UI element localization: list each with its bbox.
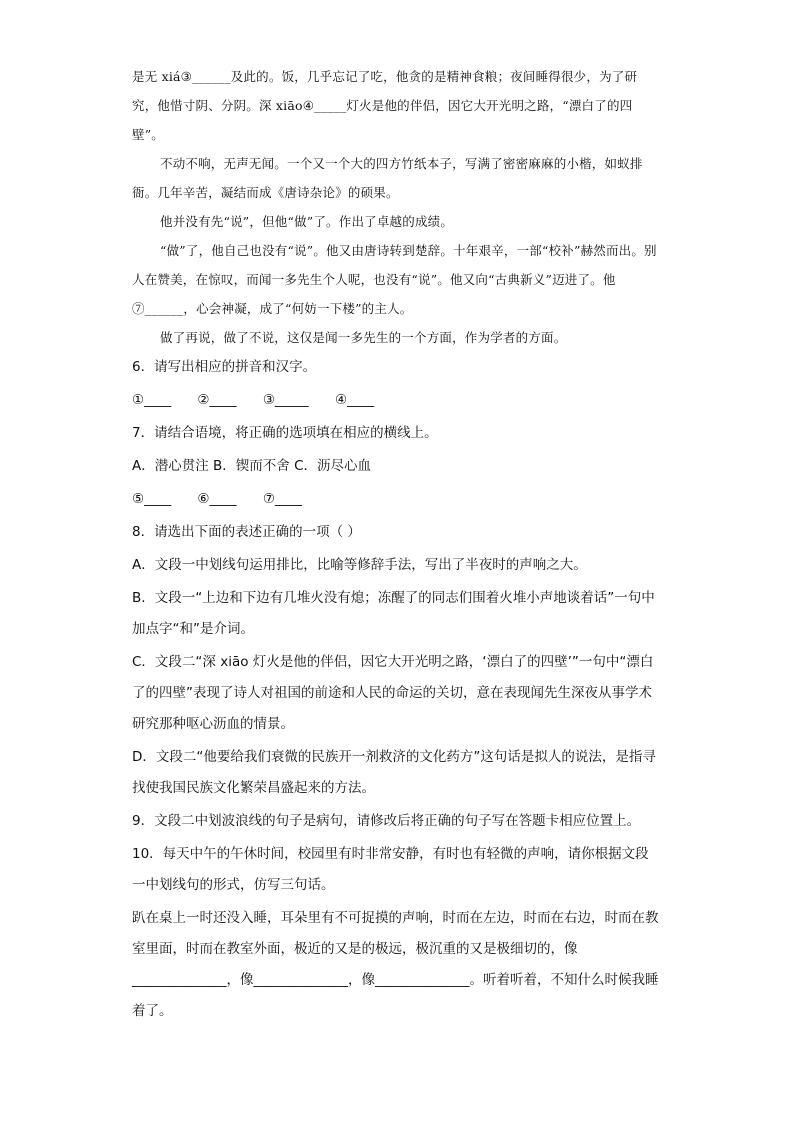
question-8-option-a: A．文段一中划线句运用排比，比喻等修辞手法，写出了半夜时的声响之大。 [132, 557, 587, 573]
question-8: 8．请选出下面的表述正确的一项（ ） [132, 524, 361, 540]
question-7: 7．请结合语境，将正确的选项填在相应的横线上。 [132, 425, 438, 441]
question-10: 10．每天中午的午休时间，校园里有时非常安静，有时也有轻微的声响，请你根据文段一中划线句的形式，仿写三句话。 [132, 846, 649, 893]
question-6-blanks [132, 385, 662, 416]
blank-4: ④____ [334, 392, 375, 408]
blank-2: ②____ [197, 392, 237, 408]
question-8-option-c: C．文段二“深 xiāo 灯火是他的伴侣，因它大开光明之路，‘漂白了的四壁’”一句中“漂白了的四壁”表现了诗人对祖国的前途和人民的命运的关切，意在表现闻先生深夜从事学术研究那种呕心沥血的情景。 [132, 654, 654, 732]
question-9: 9．文段二中划波浪线的句子是病句，请修改后将正确的句子写在答题卡相应位置上。 [132, 813, 641, 829]
blank-3: ③_____ [262, 392, 309, 408]
question-7-blanks [132, 484, 662, 515]
passage-paragraph-5: 做了再说，做了不说，这仅是闻一多先生的一个方面，作为学者的方面。 [160, 330, 567, 345]
passage-paragraph-4: “做”了，他自己也没有“说”。他又由唐诗转到楚辞。十年艰辛，一部“校补”赫然而出。别人在赞美，在惊叹，而闻一多先生个人呢，也没有“说”。他又向“古典新义”迈进了。他⑦______，心会神凝，成了“何妨一下楼”的主人。 [132, 243, 657, 316]
question-8-option-b: B．文段一“上边和下边有几堆火没有熄；冻醒了的同志们围着火堆小声地谈着话”一句中加点字“和”是介词。 [132, 590, 655, 637]
passage-paragraph-3: 他并没有先“说”，但他“做”了。作出了卓越的成绩。 [160, 214, 454, 229]
blank-6: ⑥____ [197, 491, 237, 507]
passage-paragraph-2: 不动不响，无声无闻。一个又一个大的四方竹纸本子，写满了密密麻麻的小楷，如蚁排衙。几年辛苦，凝结而成《唐诗杂论》的硕果。 [132, 156, 643, 200]
passage-paragraph-1: 是无 xiá③______及此的。饭，几乎忘记了吃，他贪的是精神食粮；夜间睡得很少，为了研究，他惜寸阴、分阴。深 xiāo④_____灯火是他的伴侣，因它大开光明之路，“漂白了的四壁”。 [132, 69, 638, 142]
document-content [132, 62, 662, 1027]
question-7-options: A．潜心贯注 B．锲而不舍 C．沥尽心血 [132, 458, 372, 474]
question-10-text: 趴在桌上一时还没入睡，耳朵里有不可捉摸的声响，时而在左边，时而在右边，时而在教室里面，时而在教室外面，极近的又是的极远，极沉重的又是极细切的，像______________，像______________，像______________。听着听着，不知什么时候我睡着了。 [132, 910, 659, 1019]
blank-1: ①____ [132, 392, 172, 408]
question-8-option-d: D．文段二“他要给我们衰微的民族开一剂救济的文化药方”这句话是拟人的说法，是指寻找使我国民族文化繁荣昌盛起来的方法。 [132, 749, 656, 796]
blank-7: ⑦____ [262, 491, 302, 507]
question-6: 6．请写出相应的拼音和汉字。 [132, 359, 317, 375]
blank-5: ⑤____ [132, 491, 172, 507]
